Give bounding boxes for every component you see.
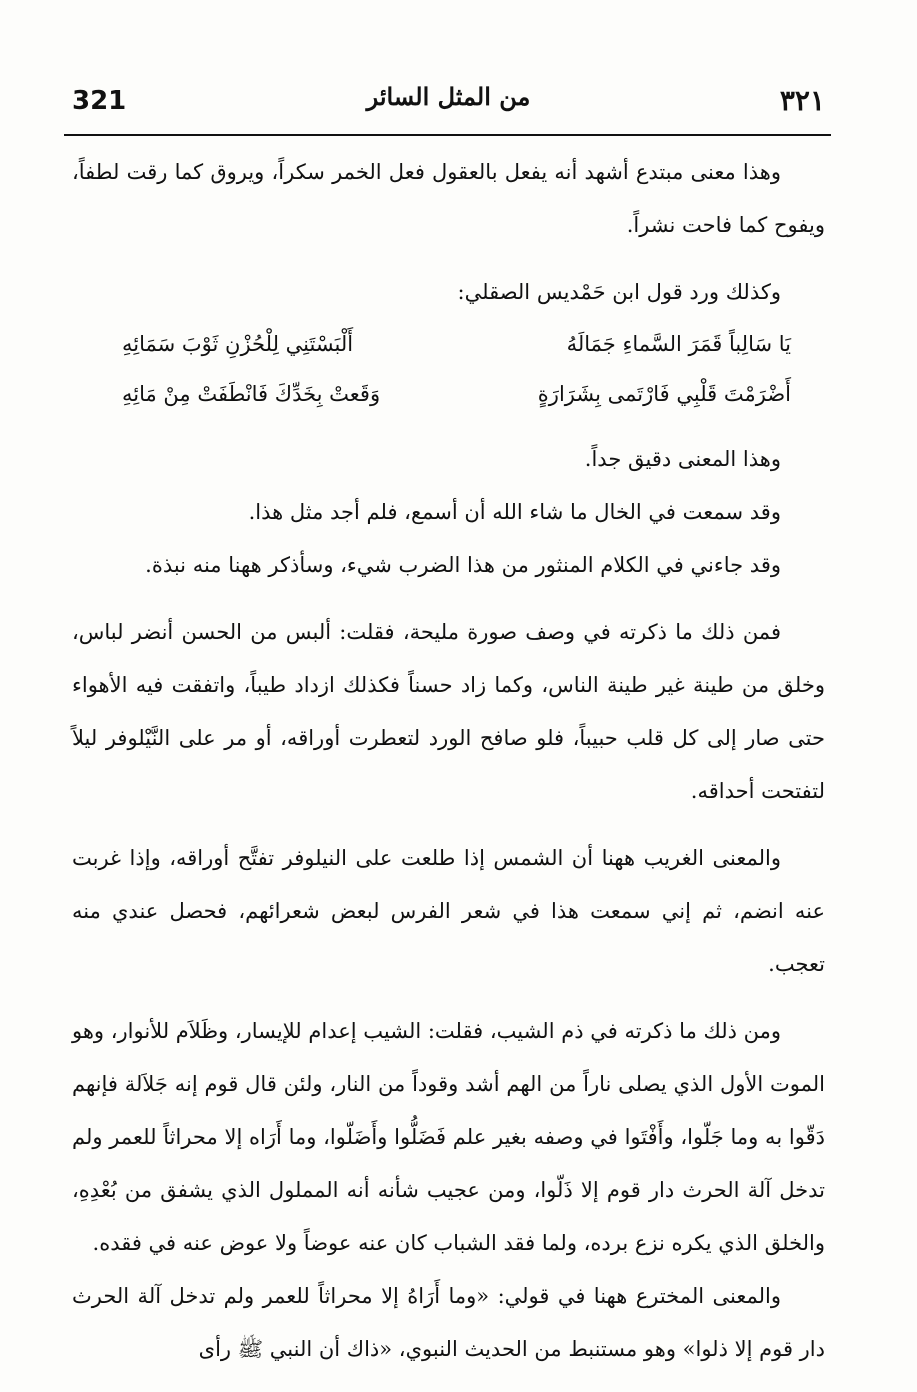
- paragraph: وهذا المعنى دقيق جداً.: [584, 447, 781, 471]
- verse-line: [72, 319, 825, 369]
- verse-hemistich: يَا سَالِباً قَمَرَ السَّماءِ جَمَالَهُ: [566, 332, 791, 356]
- page-body: [72, 146, 825, 1376]
- paragraph: فمن ذلك ما ذكرته في وصف صورة مليحة، فقلت: ألبس من الحسن أنضر لباس، وخلق من طينة غير طينة الناس، وكما زاد حسناً فكذلك ازداد طيباً، واتفقت فيه الأهواء حتى صار إلى كل قلب حبيباً، فلو صافح الورد لتعطرت أوراقه، أو مر على النَّيْلوفر ليلاً لتفتحت أحداقه.: [72, 620, 825, 803]
- header-rule: [64, 134, 831, 136]
- paragraph: وهذا معنى مبتدع أشهد أنه يفعل بالعقول فعل الخمر سكراً، ويروق كما رقت لطفاً، ويفوح كما فاحت نشراً.: [72, 160, 825, 237]
- verse-hemistich: أَلْبَسْتَنِي لِلْحُزْنِ ثَوْبَ سَمَائِهِ: [122, 332, 354, 356]
- page-number-latin: 321: [72, 86, 127, 116]
- running-title: من المثل السائر: [366, 82, 531, 111]
- paragraph: والمعنى المخترع ههنا في قولي: «وما أَرَاهُ إلا محراثاً للعمر ولم تدخل آلة الحرث دار قوم إلا ذلوا» وهو مستنبط من الحديث النبوي، «ذاك أن النبي ﷺ رأى: [72, 1284, 825, 1361]
- verse-hemistich: وَقَعتْ بِخَدِّكَ فَانْطَفَتْ مِنْ مَائِهِ: [122, 382, 381, 406]
- paragraph: وكذلك ورد قول ابن حَمْديس الصقلي:: [457, 280, 781, 304]
- paragraph: ومن ذلك ما ذكرته في ذم الشيب، فقلت: الشيب إعدام للإيسار، وظَلاَم للأنوار، وهو الموت الأول الذي يصلى ناراً من الهم أشد وقوداً من النار، ولئن قال قوم إنه جَلاَلة فإنهم دَقّوا به وما جَلّوا، وأَفْتَوا في وصفه بغير علم فَضَلُّوا وأَضَلّوا، وما أَرَاه إلا محراثاً للعمر ولم تدخل آلة الحرث دار قوم إلا ذَلّوا، ومن عجيب شأنه أنه المملول الذي يشفق من بُعْدِهِ، والخلق الذي يكره نزع برده، ولما فقد الشباب كان عنه عوضاً ولا عوض عنه في فقده.: [72, 1019, 825, 1255]
- page-header: [72, 82, 825, 122]
- verse-line: [72, 369, 825, 419]
- paragraph: والمعنى الغريب ههنا أن الشمس إذا طلعت على النيلوفر تفتَّح أوراقه، وإذا غربت عنه انضم، ثم إني سمعت هذا في شعر الفرس لبعض شعرائهم، فحصل عندي منه تعجب.: [72, 846, 825, 976]
- verse-hemistich: أَضْرَمْتَ قَلْبِي فَارْتَمى بِشَرَارَةٍ: [537, 382, 791, 406]
- paragraph: وقد سمعت في الخال ما شاء الله أن أسمع، فلم أجد مثل هذا.: [248, 500, 781, 524]
- page-number-arabic: ٣٢١: [779, 84, 825, 117]
- paragraph: وقد جاءني في الكلام المنثور من هذا الضرب شيء، وسأذكر ههنا منه نبذة.: [145, 553, 781, 577]
